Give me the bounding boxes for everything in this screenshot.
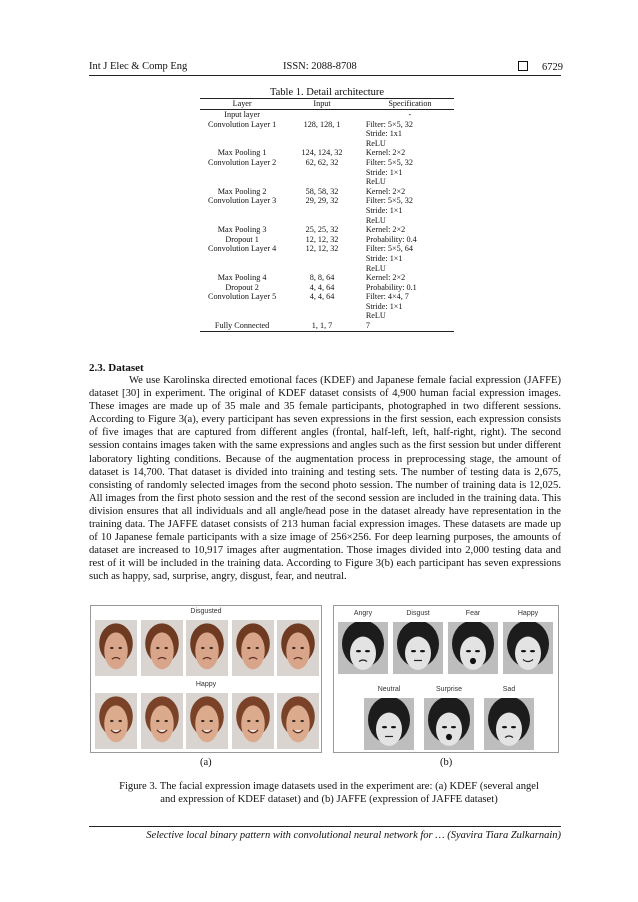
table-cell: Kernel: 2×2 xyxy=(365,225,406,235)
table-cell: Filter: 5×5, 32 xyxy=(365,119,413,129)
table-cell: Stride: 1x1 xyxy=(365,129,402,139)
table-cell xyxy=(284,206,360,216)
table-cell: Convolution Layer 5 xyxy=(208,292,277,302)
table-cell: Kernel: 2×2 xyxy=(365,148,406,158)
page-number-group xyxy=(518,61,563,74)
subfigure-label-b: (b) xyxy=(440,757,453,768)
table-cell: Convolution Layer 3 xyxy=(208,196,277,206)
table-cell: Input layer xyxy=(224,110,260,119)
jaffe-photo xyxy=(448,622,498,674)
kdef-photo xyxy=(277,620,319,676)
jaffe-label: Angry xyxy=(353,610,373,617)
table-row xyxy=(200,110,454,120)
table-cell: 4, 4, 64 xyxy=(309,292,335,302)
table-cell: - xyxy=(408,110,412,119)
jaffe-figure xyxy=(333,605,559,753)
subfigure-label-a: (a) xyxy=(200,757,212,768)
table-cell: Fully Connected xyxy=(200,321,284,331)
table-cell xyxy=(284,254,360,264)
table-cell: 7 xyxy=(360,321,454,331)
table-cell: 29, 29, 32 xyxy=(305,196,339,206)
kdef-label-happy: Happy xyxy=(195,681,217,688)
table-cell: ReLU xyxy=(365,215,386,225)
kdef-photo xyxy=(277,693,319,749)
table-cell: Stride: 1×1 xyxy=(365,167,403,177)
table-cell xyxy=(200,302,284,312)
table-cell: Stride: 1×1 xyxy=(365,253,403,263)
table-cell: 1, 1, 7 xyxy=(284,321,360,331)
table-cell: Filter: 5×5, 64 xyxy=(365,244,413,254)
table-row xyxy=(200,321,454,331)
table-cell: 128, 128, 1 xyxy=(303,119,341,129)
table-cell: Probability: 0.4 xyxy=(365,234,417,244)
table-cell xyxy=(284,177,360,187)
column-header: Layer xyxy=(200,99,284,110)
table-row xyxy=(200,273,454,283)
jaffe-photo xyxy=(484,698,534,750)
table-row xyxy=(200,283,454,293)
table-cell: Dropout 1 xyxy=(225,234,259,244)
square-icon xyxy=(518,61,528,71)
table-row xyxy=(200,168,454,178)
table-cell: ReLU xyxy=(365,263,386,273)
table-row xyxy=(200,311,454,321)
table-row xyxy=(200,129,454,139)
table-row xyxy=(200,120,454,130)
table-cell: Convolution Layer 1 xyxy=(208,119,277,129)
table-row xyxy=(200,148,454,158)
body-paragraph: We use Karolinska directed emotional faces (KDEF) and Japanese female facial expression (JAFFE) dataset [30] in experiment. The original of KDEF dataset consists of 4,900 human facial expression images. These images are made up of 35 male and 35 female participants, photographed in two different sessions. According to Figure 3(a), every participant has seven expressions in the first session, each expression consists of five images that are captured from different angles (frontal, half-left, left, half-right, right). The second session contains images taken with the same expressions and angles such as the first session but under different laboratory lighting conditions. Because of the augmentation process in preprocessing stage, the amount of dataset is 14,700. That dataset is divided into training and testing sets. The number of testing data is 2,675, consisting of randomly selected images from the second photo session. The number of training data is 12,025. All images from the first photo session and the rest of the second session are included in the training data. This division ensures that all individuals and all angle/head pose in the dataset already have representation in the training data. The JAFFE dataset consists of 213 human facial expression images. These datasets are made up of 10 Japanese female participants with a size image of 256×256. For deep learning purposes, the amounts of dataset are increased to 10,917 images after augmentation. Those images divided into 2,000 testing data and rest of it will be included in the training data. According to Figure 3(b) each participant has seven expressions such as happy, sad, surprise, angry, disgust, fear, and neutral. xyxy=(89,375,562,583)
kdef-photo xyxy=(95,693,137,749)
table-cell: 124, 124, 32 xyxy=(301,148,343,158)
table-row xyxy=(200,216,454,226)
table-cell: Filter: 4×4, 7 xyxy=(365,292,409,302)
table-cell xyxy=(200,311,284,321)
table-row xyxy=(200,302,454,312)
table-cell: Convolution Layer 4 xyxy=(208,244,277,254)
jaffe-photo xyxy=(503,622,553,674)
table-cell xyxy=(200,254,284,264)
table-cell: Max Pooling 1 xyxy=(217,148,267,158)
jaffe-label: Fear xyxy=(465,610,481,617)
table-row xyxy=(200,158,454,168)
kdef-photo xyxy=(141,620,183,676)
header-rule xyxy=(89,75,561,76)
table-row xyxy=(200,254,454,264)
kdef-photo xyxy=(141,693,183,749)
table-cell: 58, 58, 32 xyxy=(305,186,339,196)
jaffe-label: Happy xyxy=(517,610,539,617)
table-row xyxy=(200,187,454,197)
table-cell: 12, 12, 32 xyxy=(305,244,339,254)
table-cell: Stride: 1×1 xyxy=(365,301,403,311)
table-row xyxy=(200,235,454,245)
kdef-figure xyxy=(90,605,322,753)
table-cell xyxy=(284,168,360,178)
table-caption: Table 1. Detail architecture xyxy=(269,87,385,98)
jaffe-label: Disgust xyxy=(406,610,430,617)
table-cell xyxy=(200,206,284,216)
table-cell: Max Pooling 4 xyxy=(217,273,267,283)
page-number: 6729 xyxy=(542,62,563,73)
table-cell: Filter: 5×5, 32 xyxy=(365,196,413,206)
table-cell: Dropout 2 xyxy=(225,282,259,292)
jaffe-label: Surprise xyxy=(435,686,463,693)
column-header: Specification xyxy=(360,99,454,110)
table-cell: Kernel: 2×2 xyxy=(365,273,406,283)
journal-name: Int J Elec & Comp Eng xyxy=(89,61,188,72)
column-header: Input xyxy=(284,99,360,110)
issn: ISSN: 2088-8708 xyxy=(283,61,357,72)
table-cell xyxy=(284,216,360,226)
table-cell: Max Pooling 3 xyxy=(217,225,267,235)
kdef-label-disgusted: Disgusted xyxy=(190,608,222,615)
running-footer: Selective local binary pattern with convolutional neural network for … (Syavira Tiara Zulkarnain) xyxy=(146,830,561,841)
table-cell xyxy=(200,129,284,139)
table-cell: 4, 4, 64 xyxy=(309,282,335,292)
table-cell: ReLU xyxy=(365,138,386,148)
table-cell xyxy=(200,177,284,187)
table-row xyxy=(200,244,454,254)
table-cell: Max Pooling 2 xyxy=(217,186,267,196)
table-row xyxy=(200,177,454,187)
table-row xyxy=(200,206,454,216)
jaffe-photo xyxy=(338,622,388,674)
footer-rule xyxy=(89,826,561,827)
table-cell: ReLU xyxy=(365,311,386,321)
table-cell xyxy=(200,139,284,149)
architecture-table xyxy=(200,98,454,332)
figure-caption: Figure 3. The facial expression image datasets used in the experiment are: (a) KDEF (several angel and expression of KDEF dataset) and (b) JAFFE (expression of JAFFE dataset) xyxy=(119,781,539,805)
table-row xyxy=(200,139,454,149)
section-heading: 2.3. Dataset xyxy=(89,362,144,374)
table-row xyxy=(200,196,454,206)
table-cell: 62, 62, 32 xyxy=(305,157,339,167)
table-cell xyxy=(284,129,360,139)
kdef-photo xyxy=(186,620,228,676)
table-cell xyxy=(284,311,360,321)
jaffe-photo xyxy=(424,698,474,750)
kdef-photo xyxy=(232,693,274,749)
table-cell xyxy=(200,264,284,274)
jaffe-label: Neutral xyxy=(377,686,401,693)
table-row xyxy=(200,225,454,235)
table-cell: 8, 8, 64 xyxy=(309,273,335,283)
jaffe-label: Sad xyxy=(502,686,516,693)
table-cell: ReLU xyxy=(365,177,386,187)
table-cell: 12, 12, 32 xyxy=(305,234,339,244)
table-cell xyxy=(200,216,284,226)
jaffe-photo xyxy=(364,698,414,750)
table-cell: Convolution Layer 2 xyxy=(208,157,277,167)
jaffe-photo xyxy=(393,622,443,674)
table-cell: Kernel: 2×2 xyxy=(365,186,406,196)
table-cell xyxy=(284,139,360,149)
table-cell xyxy=(284,264,360,274)
table-cell: 25, 25, 32 xyxy=(305,225,339,235)
table-row xyxy=(200,264,454,274)
table-cell: Stride: 1×1 xyxy=(365,205,403,215)
kdef-photo xyxy=(186,693,228,749)
table-cell xyxy=(200,168,284,178)
kdef-photo xyxy=(232,620,274,676)
table-cell xyxy=(284,302,360,312)
table-cell xyxy=(284,110,360,120)
kdef-photo xyxy=(95,620,137,676)
table-cell: Probability: 0.1 xyxy=(365,282,417,292)
table-cell: Filter: 5×5, 32 xyxy=(365,157,413,167)
table-row xyxy=(200,292,454,302)
